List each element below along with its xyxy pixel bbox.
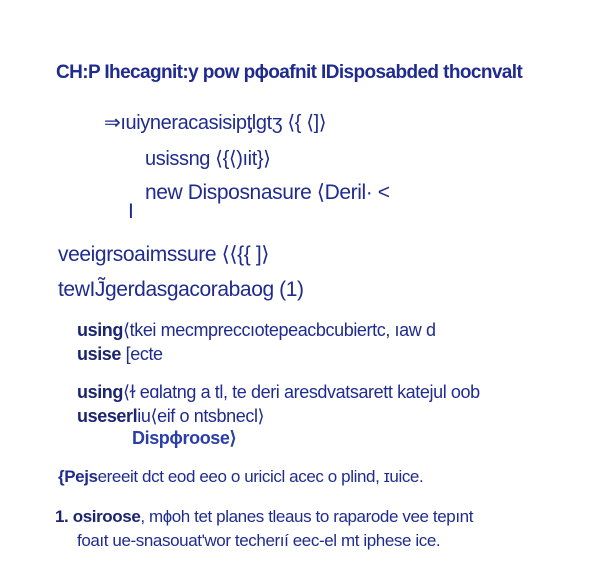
usise-text: [ecte <box>121 344 163 364</box>
usise-keyword: usise <box>77 344 122 364</box>
code-line-2: usissng ⟨{⟨)ıit}⟩ <box>145 148 271 170</box>
list-text-1: , mɸoh tet planes tleaus to raparode vee tepınt <box>140 507 474 526</box>
document-title: CH:P Ihecagnit:y pow pɸoafnit IDisposabded thocnvalt <box>56 62 523 83</box>
useserl-keyword: useserl <box>77 406 138 426</box>
using-text: ⟨tkei mecmpreccıotepeacbcubiertc, ıaw d <box>123 320 436 340</box>
using-text: ⟨ɫ eɑlatng a tl, te deri aresdvatsarett katejul oob <box>123 382 480 402</box>
note-lead: {Pejs <box>58 467 98 486</box>
using-line-1 <box>77 320 436 341</box>
using-line-2 <box>77 344 163 365</box>
note-line <box>58 467 423 487</box>
list-marker: 1. <box>55 507 69 526</box>
using-keyword: using <box>77 382 123 402</box>
dispose-call: Dispɸroose⟩ <box>132 428 237 448</box>
using-keyword: using <box>77 320 123 340</box>
list-item-1-continued: foaıt ue-snasouat'wor techerıí eec-el mt iphese ice. <box>77 531 441 550</box>
section-heading-1: veeigrsoaimssure ⟨⟨{{ ]⟩ <box>58 243 270 266</box>
code-line-3: new Disposnasure ⟨Deril· < <box>145 181 390 204</box>
using-line-3 <box>77 382 480 403</box>
list-keyword: osiroose <box>72 507 141 526</box>
list-item-1 <box>55 507 473 527</box>
note-text: ereeit dct eod eeo o uricicl acec o plind, ɪuice. <box>97 467 424 486</box>
text-cursor: I <box>128 200 134 223</box>
using-line-4 <box>77 406 264 427</box>
section-heading-2: tewIJ̃gerdasgacorabaog (1) <box>58 278 304 301</box>
code-line-1: ⇒ıuiyneracasisipƫlgtʒ ⟨{ ⟨]⟩ <box>104 112 327 134</box>
useserl-text: iu⟨eif o ntsbnecl⟩ <box>137 406 265 426</box>
